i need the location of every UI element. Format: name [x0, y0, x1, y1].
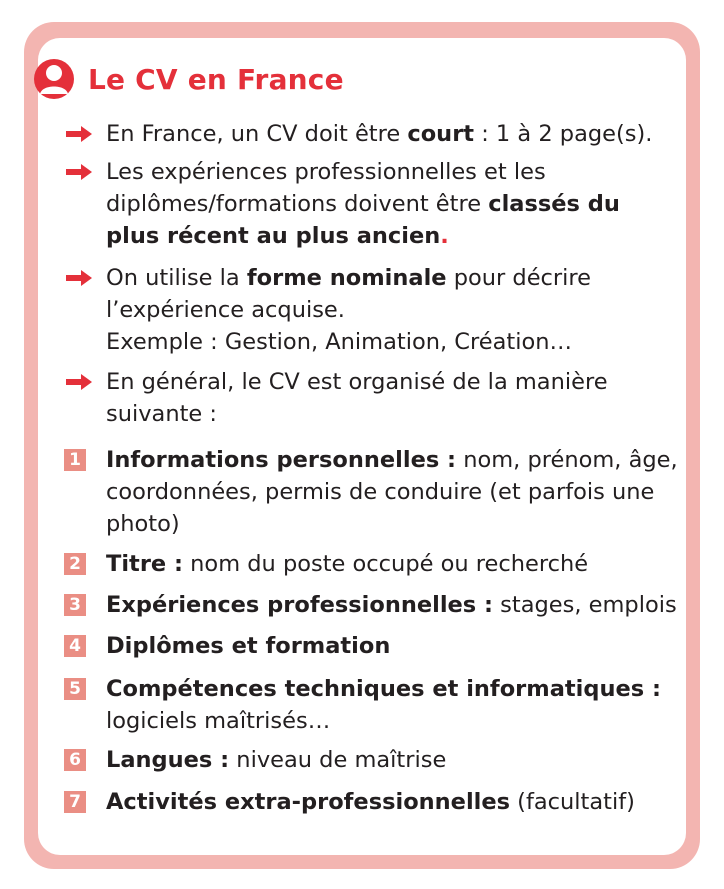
- user-avatar-icon: [33, 57, 75, 101]
- bullet-text: On utilise la forme nominale pour décrire l’expérience acquise. Exemple : Gestion, Animation, Création…: [106, 265, 592, 355]
- bullet-item: [64, 156, 664, 252]
- bullet-item: [64, 262, 664, 358]
- list-item: 6 Langues : niveau de maîtrise: [64, 744, 684, 776]
- bullet-text: Les expériences professionnelles et les diplômes/formations doivent être classés du plus récent au plus ancien.: [106, 159, 620, 249]
- arrow-right-icon: [64, 162, 94, 182]
- title-row: [33, 54, 344, 104]
- list-item: 5 Compétences techniques et informatiques : logiciels maîtrisés…: [64, 673, 684, 737]
- bullet-item: [64, 366, 664, 430]
- number-badge: 7: [64, 791, 86, 813]
- number-badge: 2: [64, 553, 86, 575]
- number-badge: 4: [64, 635, 86, 657]
- bullet-text: En France, un CV doit être court : 1 à 2 page(s).: [106, 121, 653, 147]
- number-badge: 3: [64, 594, 86, 616]
- number-badge: 5: [64, 678, 86, 700]
- arrow-right-icon: [64, 124, 94, 144]
- bullet-text: En général, le CV est organisé de la manière suivante :: [106, 369, 608, 427]
- list-item: 2 Titre : nom du poste occupé ou recherché: [64, 548, 684, 580]
- list-item: 1 Informations personnelles : nom, prénom, âge, coordonnées, permis de conduire (et parfois une photo): [64, 444, 684, 540]
- bullet-example: Exemple : Gestion, Animation, Création…: [106, 329, 572, 355]
- arrow-right-icon: [64, 372, 94, 392]
- bullet-item: [64, 118, 664, 150]
- list-item: 4 Diplômes et formation: [64, 630, 684, 662]
- list-item: 7 Activités extra-professionnelles (facultatif): [64, 786, 684, 818]
- number-badge: 1: [64, 449, 86, 471]
- page-title: Le CV en France: [88, 62, 344, 96]
- list-item: 3 Expériences professionnelles : stages, emplois: [64, 589, 684, 621]
- number-badge: 6: [64, 749, 86, 771]
- arrow-right-icon: [64, 268, 94, 288]
